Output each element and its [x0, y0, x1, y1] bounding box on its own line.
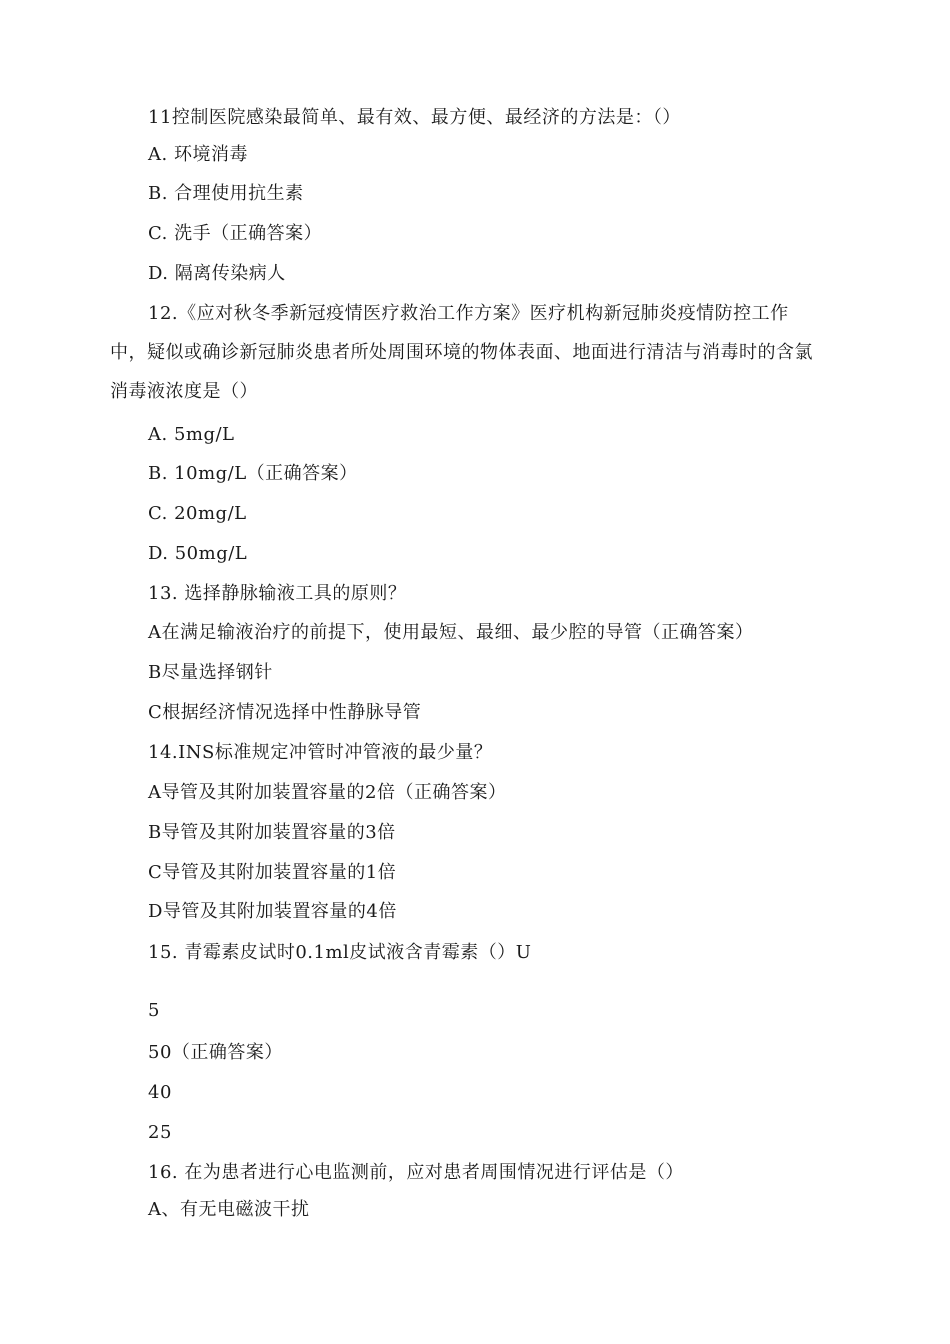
question-11-option-d: D. 隔离传染病人 [148, 263, 286, 284]
question-12-option-b: B. 10mg/L（正确答案） [148, 463, 358, 484]
question-15-option-2: 50（正确答案） [148, 1042, 283, 1063]
question-12-stem-line-3: 消毒液浓度是（） [110, 381, 258, 402]
question-15-stem: 15. 青霉素皮试时0.1ml皮试液含青霉素（）U [148, 942, 532, 963]
question-14-option-a: A导管及其附加装置容量的2倍（正确答案） [148, 782, 507, 803]
question-12-option-a: A. 5mg/L [148, 424, 235, 445]
question-12-option-c: C. 20mg/L [148, 503, 247, 524]
question-12-option-d: D. 50mg/L [148, 543, 248, 564]
question-14-option-d: D导管及其附加装置容量的4倍 [148, 901, 397, 922]
question-16-stem: 16. 在为患者进行心电监测前，应对患者周围情况进行评估是（） [148, 1162, 684, 1183]
question-15-option-1: 5 [148, 1000, 160, 1021]
question-14-option-c: C导管及其附加装置容量的1倍 [148, 862, 397, 883]
question-11-option-b: B. 合理使用抗生素 [148, 183, 304, 204]
question-13-option-b: B尽量选择钢针 [148, 662, 273, 683]
question-13-stem: 13. 选择静脉输液工具的原则？ [148, 583, 407, 604]
question-14-option-b: B导管及其附加装置容量的3倍 [148, 822, 396, 843]
question-16-option-a: A、有无电磁波干扰 [148, 1199, 310, 1220]
question-12-stem-line-2: 中，疑似或确诊新冠肺炎患者所处周围环境的物体表面、地面进行清洁与消毒时的含氯 [110, 342, 813, 363]
question-11-stem: 11控制医院感染最简单、最有效、最方便、最经济的方法是：（） [148, 107, 681, 128]
question-11-option-c: C. 洗手（正确答案） [148, 223, 323, 244]
question-14-stem: 14.INS标准规定冲管时冲管液的最少量？ [148, 742, 493, 763]
question-13-option-c: C根据经济情况选择中性静脉导管 [148, 702, 422, 723]
question-15-option-3: 40 [148, 1082, 172, 1103]
question-11-option-a: A. 环境消毒 [148, 144, 248, 165]
question-15-option-4: 25 [148, 1122, 172, 1143]
question-12-stem-line-1: 12.《应对秋冬季新冠疫情医疗救治工作方案》医疗机构新冠肺炎疫情防控工作 [148, 303, 789, 324]
question-13-option-a: A在满足输液治疗的前提下，使用最短、最细、最少腔的导管（正确答案） [148, 622, 754, 643]
